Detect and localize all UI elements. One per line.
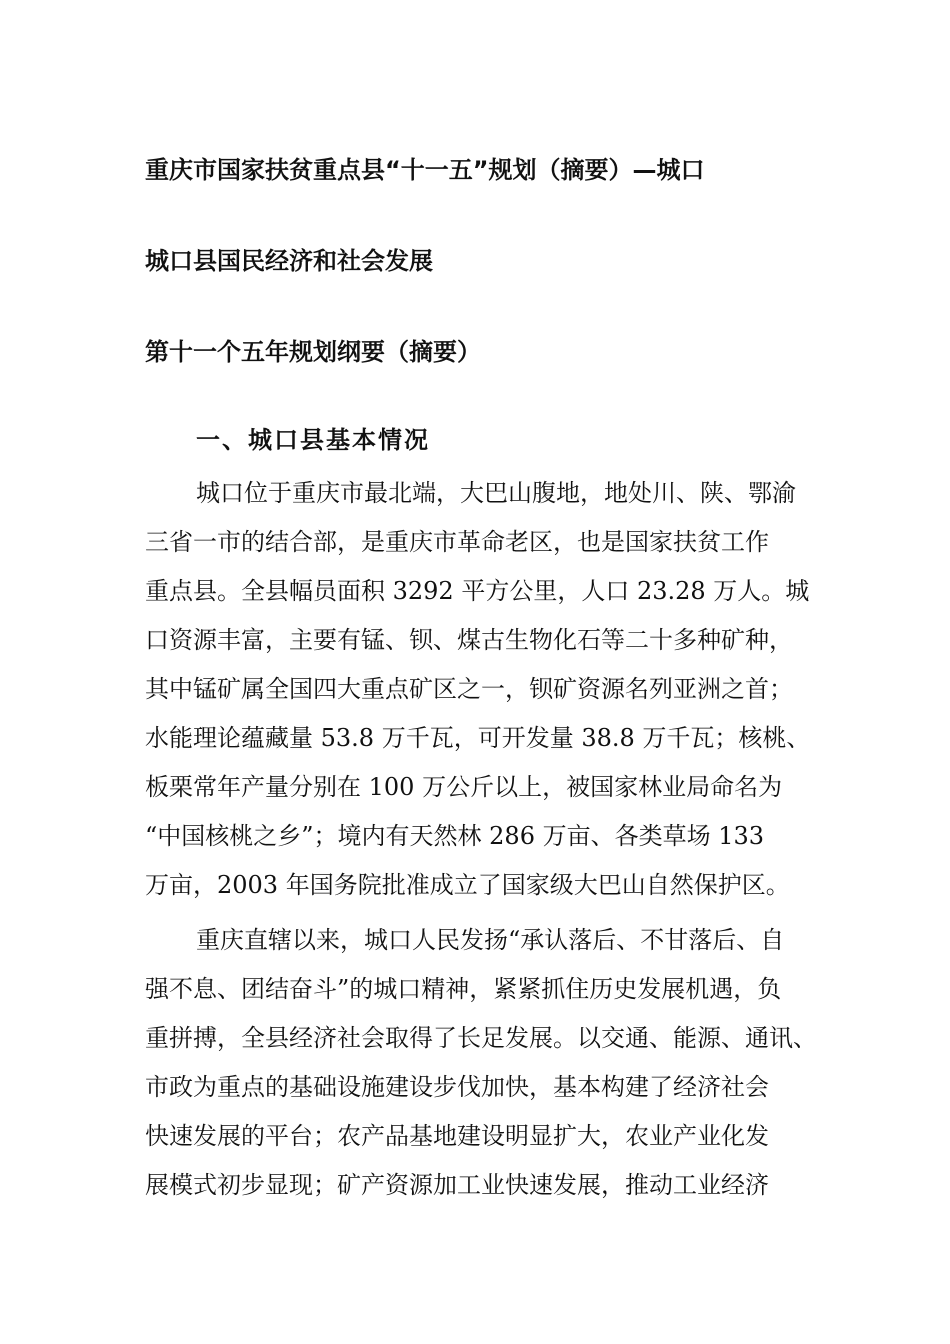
body-line: 万亩，2003 年国务院批准成立了国家级大巴山自然保护区。 bbox=[145, 871, 790, 899]
body-line: “中国核桃之乡”；境内有天然林 286 万亩、各类草场 133 bbox=[145, 822, 765, 850]
document-title: 重庆市国家扶贫重点县“十一五”规划（摘要）—城口 bbox=[145, 156, 705, 184]
body-line: 口资源丰富，主要有锰、钡、煤古生物化石等二十多种矿种， bbox=[145, 626, 793, 654]
body-line: 展模式初步显现；矿产资源加工业快速发展，推动工业经济 bbox=[145, 1171, 769, 1199]
body-line: 城口位于重庆市最北端，大巴山腹地，地处川、陕、鄂渝 bbox=[196, 479, 796, 507]
document-subtitle-2: 第十一个五年规划纲要（摘要） bbox=[145, 338, 481, 366]
body-line: 重庆直辖以来，城口人民发扬“承认落后、不甘落后、自 bbox=[196, 926, 785, 954]
body-line: 三省一市的结合部，是重庆市革命老区，也是国家扶贫工作 bbox=[145, 528, 769, 556]
body-line: 市政为重点的基础设施建设步伐加快，基本构建了经济社会 bbox=[145, 1073, 769, 1101]
body-line: 强不息、团结奋斗”的城口精神，紧紧抓住历史发展机遇，负 bbox=[145, 975, 782, 1003]
body-line: 重拼搏，全县经济社会取得了长足发展。以交通、能源、通讯、 bbox=[145, 1024, 817, 1052]
body-line: 其中锰矿属全国四大重点矿区之一，钡矿资源名列亚洲之首； bbox=[145, 675, 793, 703]
section-heading: 一、城口县基本情况 bbox=[196, 425, 430, 454]
body-line: 快速发展的平台；农产品基地建设明显扩大，农业产业化发 bbox=[145, 1122, 769, 1150]
body-line: 重点县。全县幅员面积 3292 平方公里，人口 23.28 万人。城 bbox=[145, 577, 810, 605]
body-line: 水能理论蕴藏量 53.8 万千瓦，可开发量 38.8 万千瓦；核桃、 bbox=[145, 724, 811, 752]
document-subtitle: 城口县国民经济和社会发展 bbox=[145, 247, 433, 275]
body-line: 板栗常年产量分别在 100 万公斤以上，被国家林业局命名为 bbox=[145, 773, 783, 801]
